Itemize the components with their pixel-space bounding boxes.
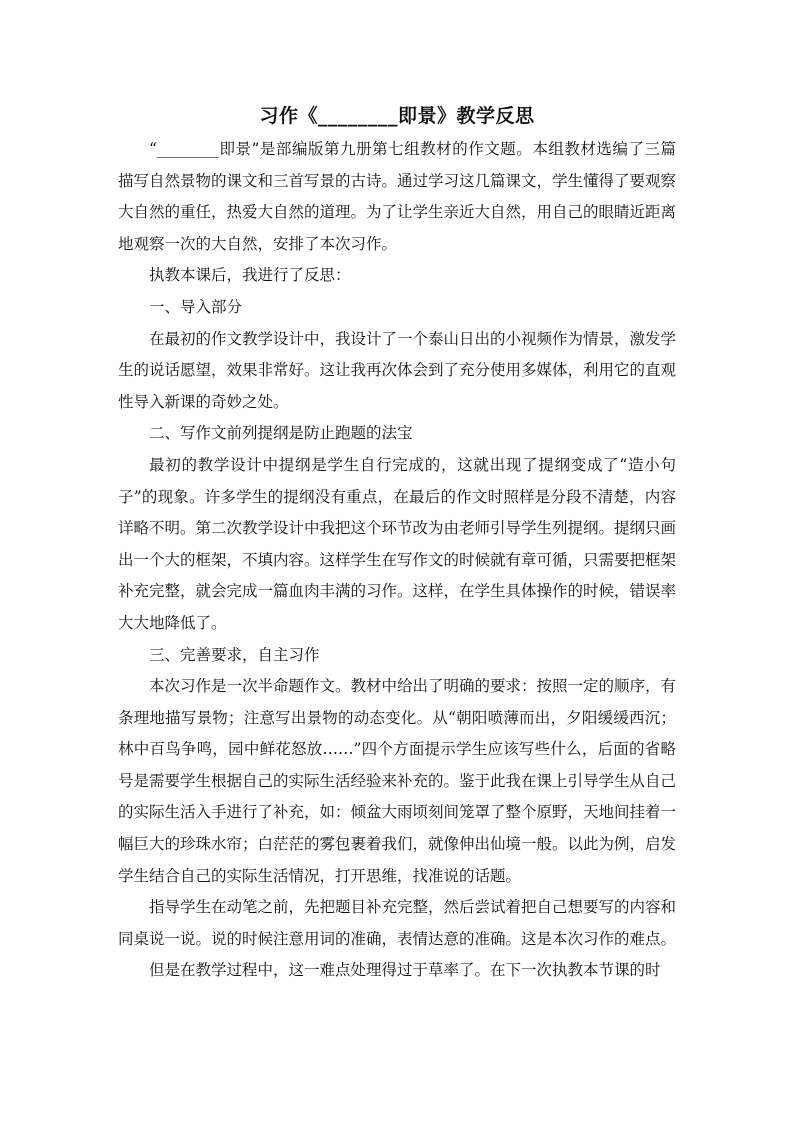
- paragraph-reflection-lead: 执教本课后，我进行了反思：: [149, 266, 351, 285]
- paragraph-intro: “________即景”是部编版第九册第七组教材的作文题。本组教材选编了三篇描写自然景物的课文和三首写景的古诗。通过学习这几篇课文，学生懂得了要观察大自然的重任，热爱大自然的道理。为了让学生亲近大自然，用自己的眼睛近距离地观察一次的大自然，安排了本次习作。: [118, 140, 677, 253]
- document-page: [118, 96, 676, 987]
- paragraph-continued: 但是在教学过程中，这一难点处理得过于草率了。在下一次执教本节课的时: [149, 961, 661, 980]
- paragraph-guidance: 指导学生在动笔之前，先把题目补充完整，然后尝试着把自己想要写的内容和同桌说一说。说的时候注意用词的准确，表情达意的准确。这是本次习作的难点。: [118, 898, 677, 948]
- paragraph-section-2: 最初的教学设计中提纲是学生自行完成的，这就出现了提纲变成了“造小句子”的现象。许多学生的提纲没有重点，在最后的作文时照样是分段不清楚，内容详略不明。第二次教学设计中我把这个环节改为由老师引导学生列提纲。提纲只画出一个大的框架，不填内容。这样学生在写作文的时候就有章可循，只需要把框架补充完整，就会完成一篇血肉丰满的习作。这样，在学生具体操作的时候，错误率大大地降低了。: [118, 455, 677, 632]
- paragraph-section-1: 在最初的作文教学设计中，我设计了一个泰山日出的小视频作为情景，激发学生的说话愿望，效果非常好。这让我再次体会到了充分使用多媒体，利用它的直观性导入新课的奇妙之处。: [118, 329, 677, 411]
- heading-section-3: 三、完善要求，自主习作: [149, 645, 320, 664]
- document-title: 习作《________即景》教学反思: [259, 105, 535, 127]
- heading-section-2: 二、写作文前列提纲是防止跑题的法宝: [149, 424, 413, 443]
- heading-section-1: 一、导入部分: [149, 297, 243, 316]
- paragraph-section-3: 本次习作是一次半命题作文。教材中给出了明确的要求：按照一定的顺序，有条理地描写景物；注意写出景物的动态变化。从“朝阳喷薄而出，夕阳缓缓西沉；林中百鸟争鸣，园中鲜花怒放……”四个方面提示学生应该写些什么，后面的省略号是需要学生根据自己的实际生活经验来补充的。鉴于此我在课上引导学生从自己的实际生活入手进行了补充，如：倾盆大雨顷刻间笼罩了整个原野，天地间挂着一幅巨大的珍珠水帘；白茫茫的雾包裹着我们，就像伸出仙境一般。以此为例，启发学生结合自己的实际生活情况，打开思维，找准说的话题。: [118, 677, 677, 885]
